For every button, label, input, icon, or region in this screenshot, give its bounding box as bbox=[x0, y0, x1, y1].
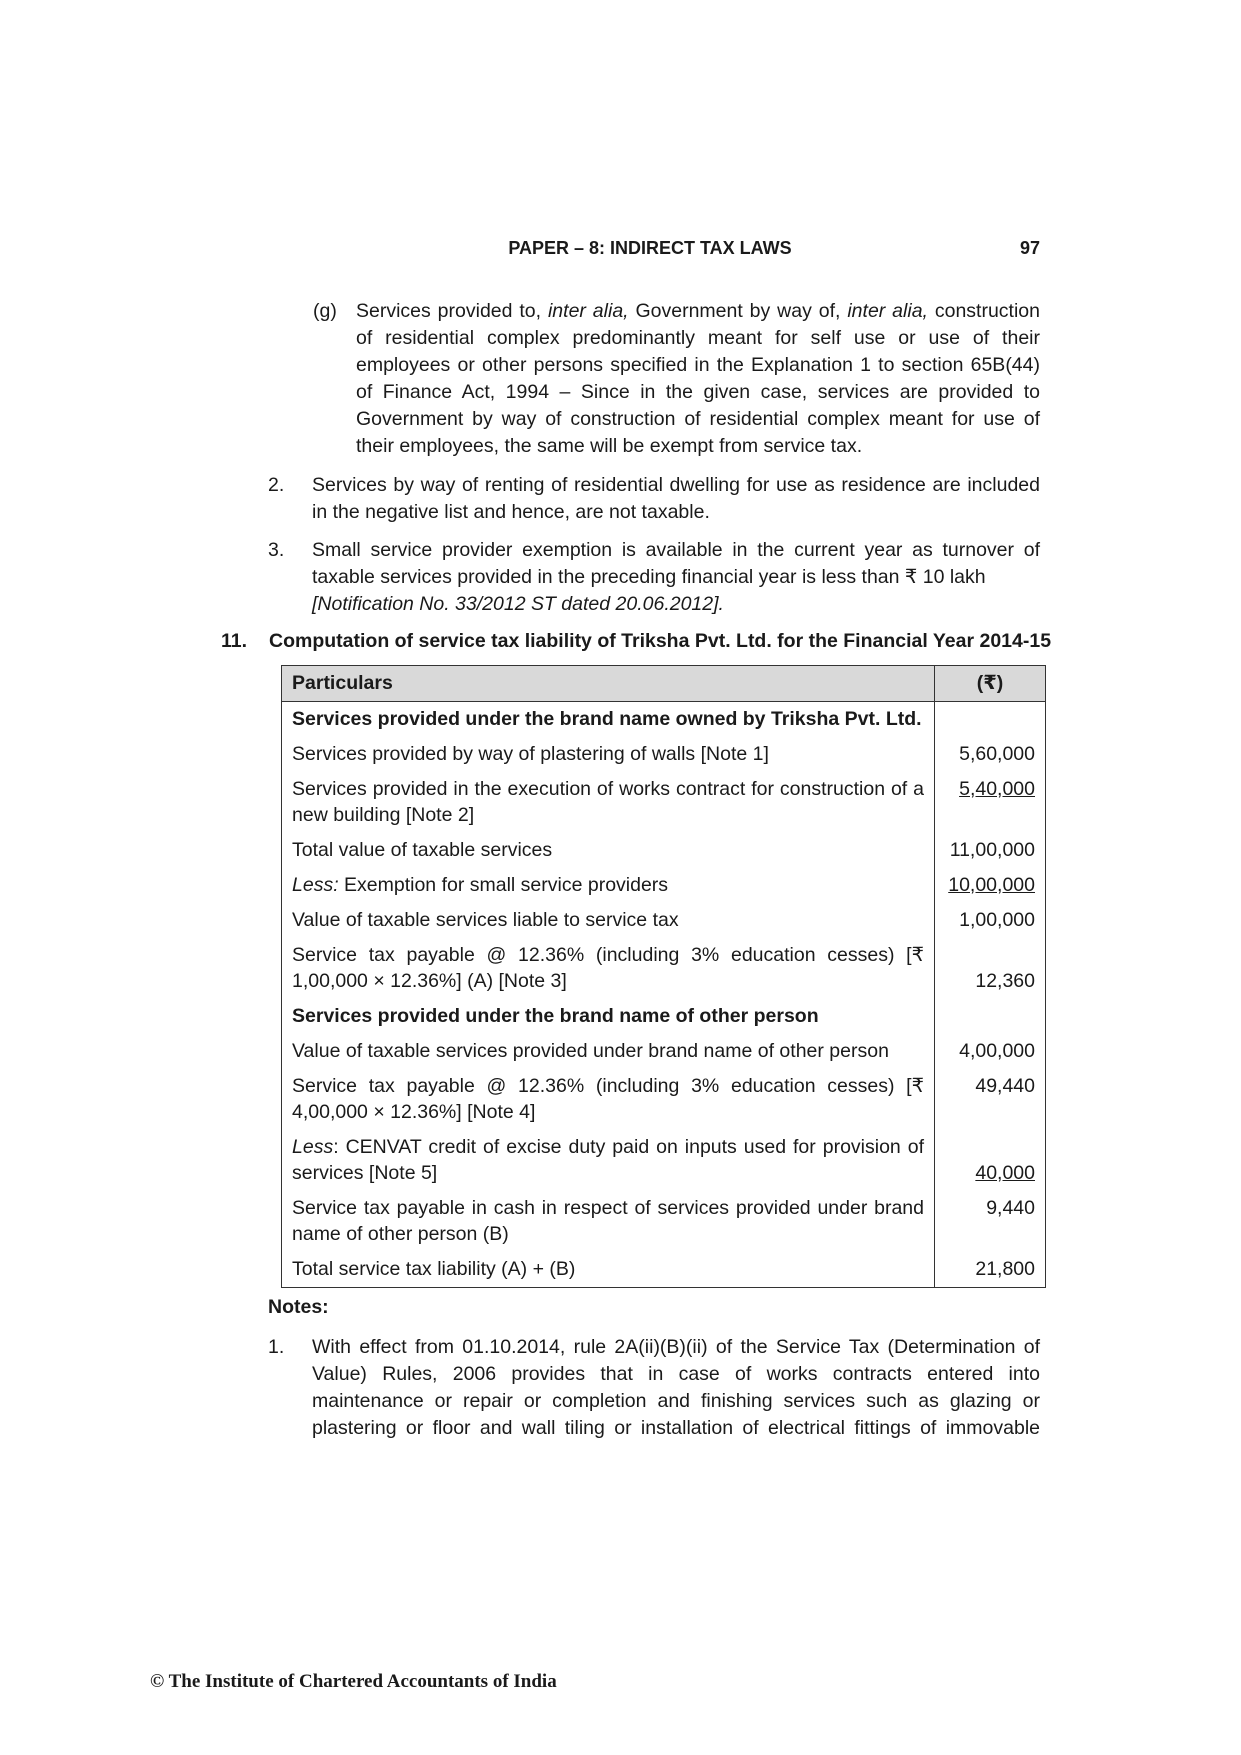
table-row: Services provided in the execution of works contract for construction of a new building [Note 2] 5,40,000 bbox=[282, 772, 1046, 833]
table-row: Total service tax liability (A) + (B) 21,800 bbox=[282, 1252, 1046, 1288]
section-heading: Services provided under the brand name of other person bbox=[282, 999, 935, 1034]
section-heading: Services provided under the brand name owned by Triksha Pvt. Ltd. bbox=[282, 702, 935, 738]
note-1-text: With effect from 01.10.2014, rule 2A(ii)(B)(ii) of the Service Tax (Determination of Value) Rules, 2006 provides that in case of works contracts entered into maintenance or repair or completion and finishing services such as glazing or plastering or floor and wall tiling or installation of electrical fittings of immovable bbox=[312, 1336, 1040, 1439]
paper-title: PAPER – 8: INDIRECT TAX LAWS bbox=[508, 238, 792, 258]
item-2-label: 2. bbox=[268, 474, 285, 496]
section-heading-row bbox=[282, 702, 1046, 738]
item-3-text: Small service provider exemption is available in the current year as turnover of taxable services provided in the preceding financial year is less than ₹ 10 lakh [Notification No. 33/2012 ST dated 20.06.2012]. bbox=[312, 539, 1040, 615]
table-row: Total value of taxable services 11,00,000 bbox=[282, 833, 1046, 868]
item-g-label: (g) bbox=[313, 300, 337, 322]
particulars-header: Particulars bbox=[282, 666, 935, 702]
table-row: Less: Exemption for small service providers 10,00,000 bbox=[282, 868, 1046, 903]
section-heading-row bbox=[282, 999, 1046, 1034]
note-1-label: 1. bbox=[268, 1336, 285, 1358]
item-3-label: 3. bbox=[268, 539, 285, 561]
footer-copyright: © The Institute of Chartered Accountants of India bbox=[150, 1671, 557, 1692]
table-row: Less: CENVAT credit of excise duty paid on inputs used for provision of services [Note 5] 40,000 bbox=[282, 1130, 1046, 1191]
computation-table bbox=[281, 665, 1046, 1288]
table-row: Service tax payable @ 12.36% (including 3% education cesses) [₹ 4,00,000 × 12.36%] [Note 4] 49,440 bbox=[282, 1069, 1046, 1130]
table-row: Service tax payable @ 12.36% (including 3% education cesses) [₹ 1,00,000 × 12.36%] (A) [Note 3] 12,360 bbox=[282, 938, 1046, 999]
table-row: Service tax payable in cash in respect of services provided under brand name of other person (B) 9,440 bbox=[282, 1191, 1046, 1252]
item-2-text: Services by way of renting of residential dwelling for use as residence are included in the negative list and hence, are not taxable. bbox=[312, 474, 1040, 523]
table-row: Services provided by way of plastering of walls [Note 1] 5,60,000 bbox=[282, 737, 1046, 772]
amount-header: (₹) bbox=[935, 666, 1046, 702]
notes-heading: Notes: bbox=[268, 1296, 329, 1318]
page-number: 97 bbox=[1019, 238, 1040, 258]
question-11-title: 11. Computation of service tax liability of Triksha Pvt. Ltd. for the Financial Year 2014-15 bbox=[221, 630, 1052, 652]
table-row: Value of taxable services provided under brand name of other person 4,00,000 bbox=[282, 1034, 1046, 1069]
table-row: Value of taxable services liable to service tax 1,00,000 bbox=[282, 903, 1046, 938]
table-header-row bbox=[282, 666, 1046, 702]
page-header bbox=[260, 238, 1040, 264]
item-g-text: Services provided to, inter alia, Government by way of, inter alia, construction of residential complex predominantly meant for self use or use of their employees or other persons specified in the Explanation 1 to section 65B(44) of Finance Act, 1994 – Since in the given case, services are provided to Government by way of construction of residential complex meant for use of their employees, the same will be exempt from service tax. bbox=[356, 300, 1040, 457]
